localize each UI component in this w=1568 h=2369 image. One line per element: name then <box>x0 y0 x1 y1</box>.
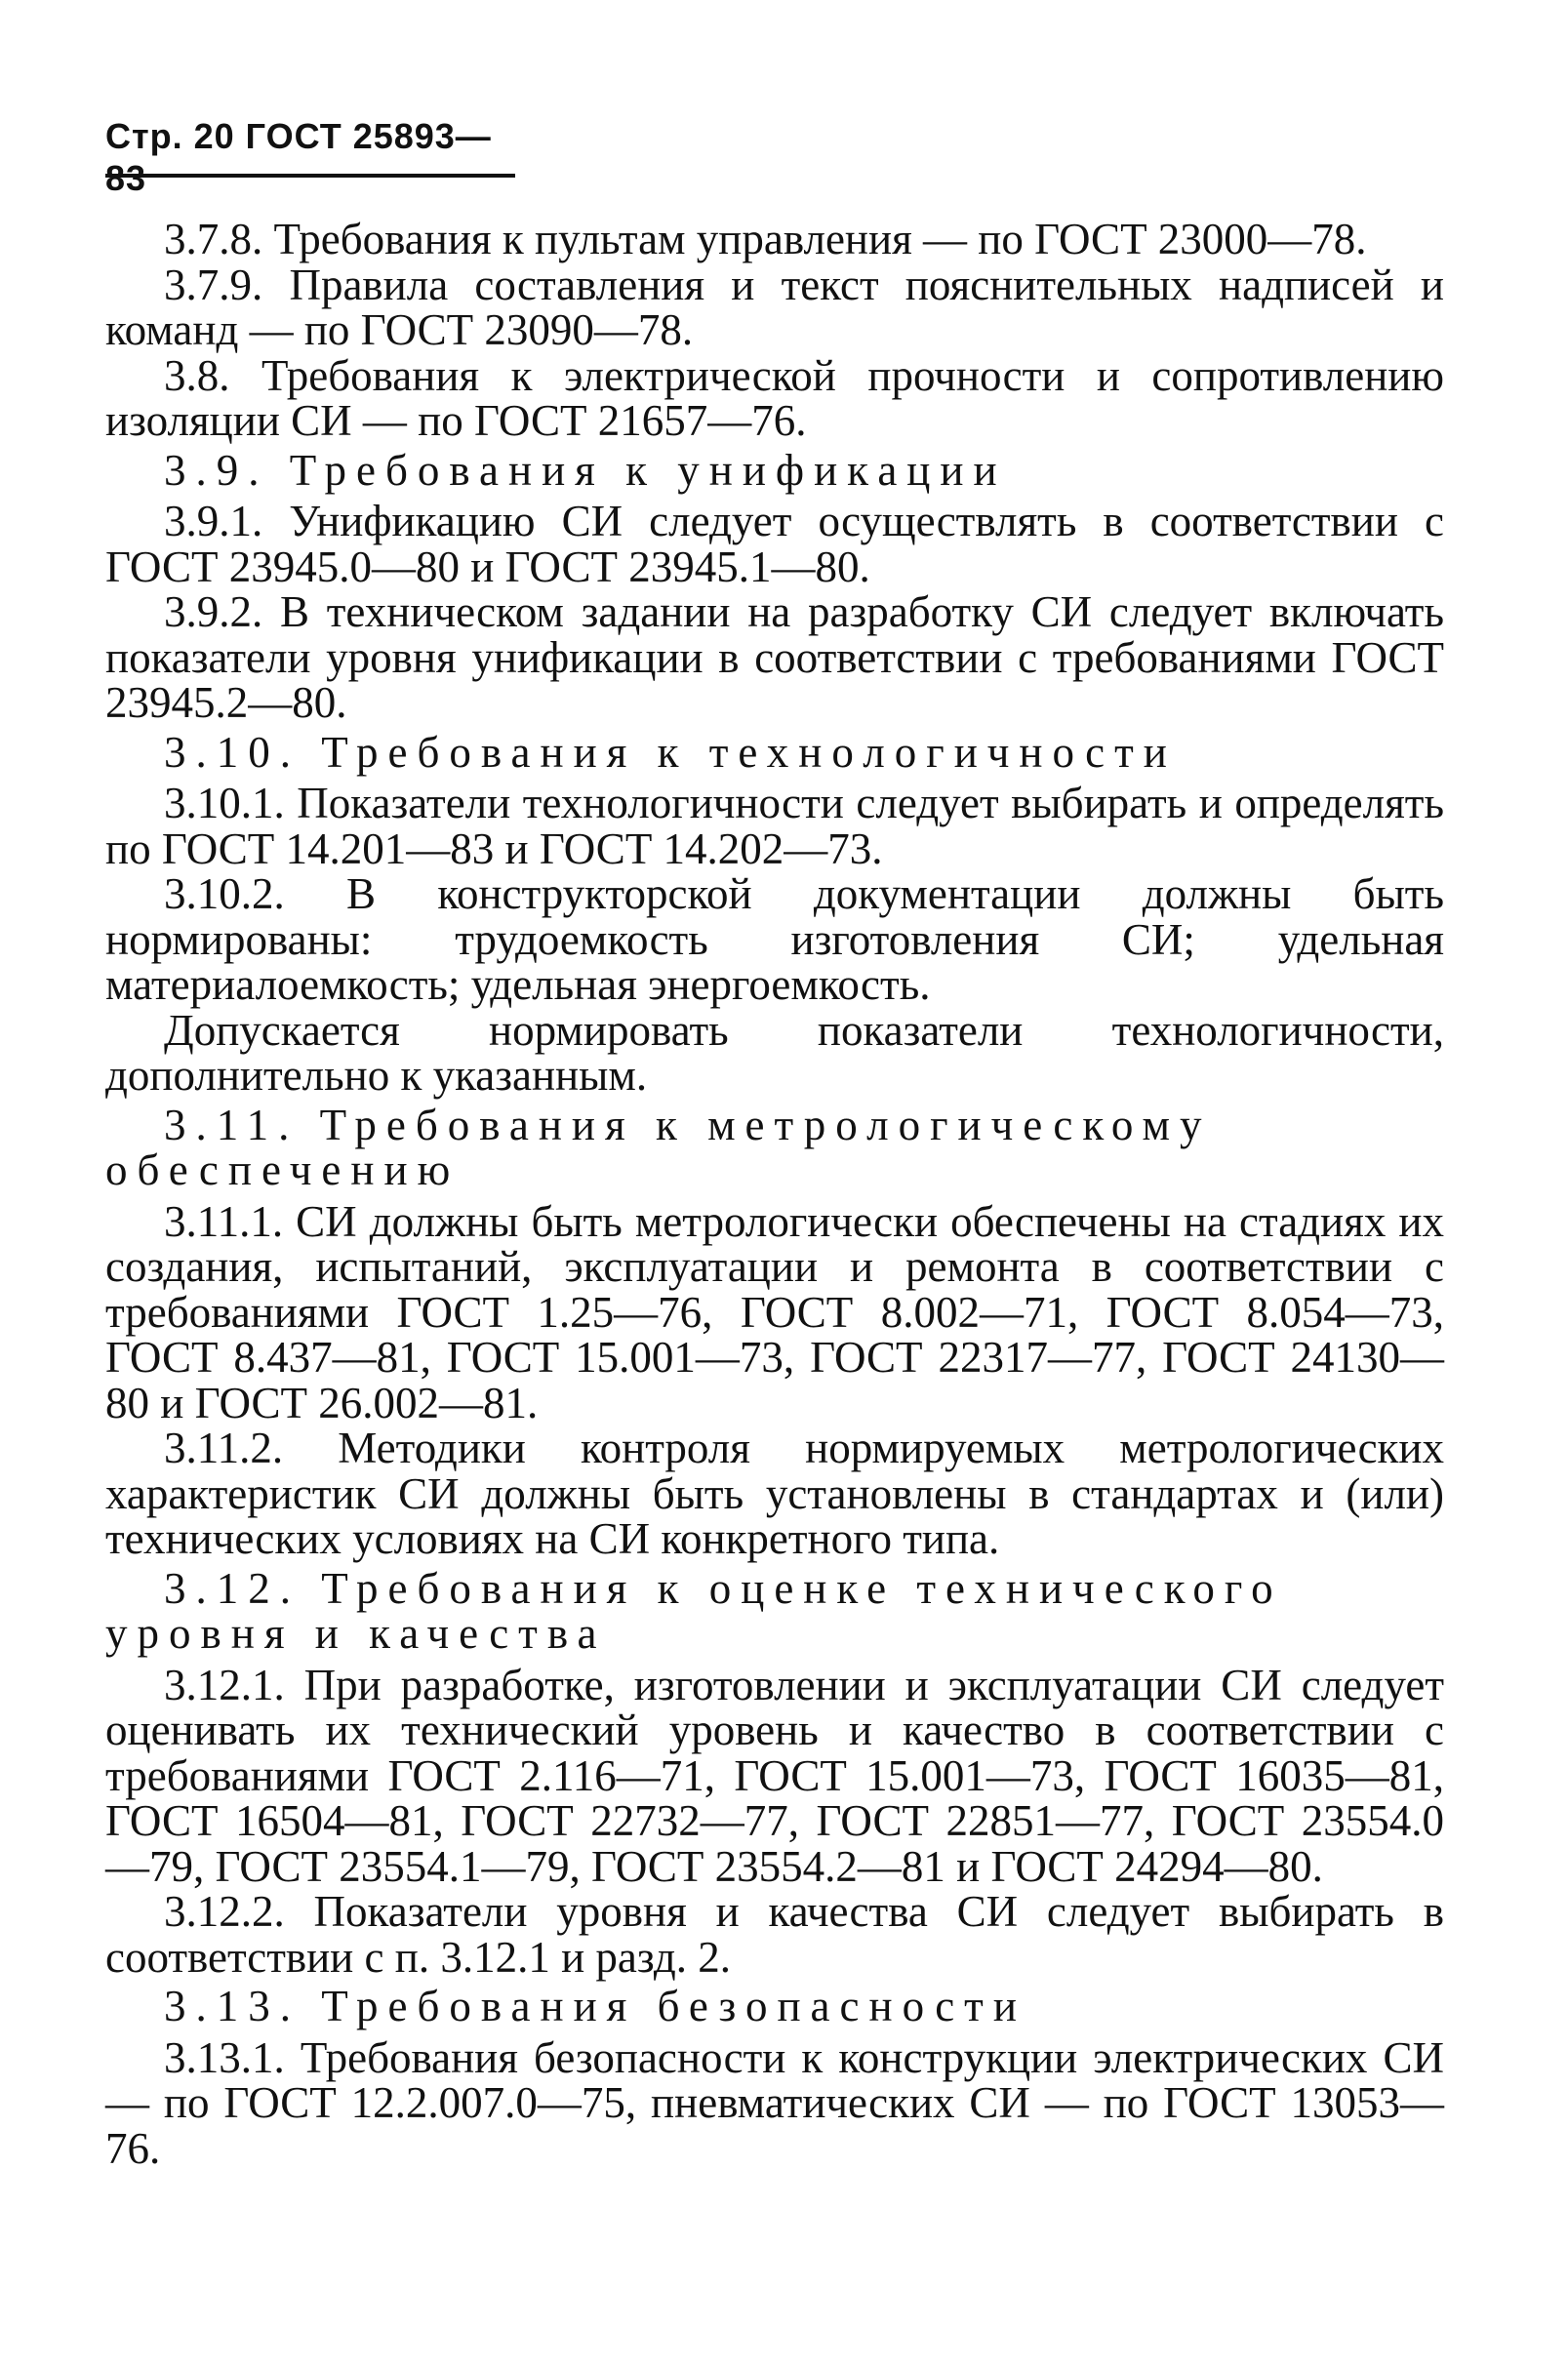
paragraph-3-7-9: 3.7.9. Правила составления и текст пояснительных надписей и команд — по ГОСТ 23090—78. <box>105 260 1444 354</box>
paragraph-3-11-1: 3.11.1. СИ должны быть метрологически обеспечены на стадиях их создания, испытаний, эксплуатации и ремонта в соответствии с требованиями ГОСТ 1.25—76, ГОСТ 8.002—71, ГОСТ 8.054—73, ГОСТ 8.437—81, ГОСТ 15.001—73, ГОСТ 22317—77, ГОСТ 24130—80 и ГОСТ 26.002—81. <box>105 1196 1444 1427</box>
section-heading-3-12: 3.12. Требования к оценке технического уровня и качества <box>105 1563 1283 1658</box>
paragraph-note: Допускается нормировать показатели технологичности, дополнительно к указанным. <box>105 1005 1444 1100</box>
page-header: Стр. 20 ГОСТ 25893—83 <box>105 116 492 199</box>
header-rule <box>105 174 515 178</box>
section-heading-3-13: 3.13. Требования безопасности <box>164 1982 1026 2030</box>
section-heading-3-10: 3.10. Требования к технологичности <box>164 727 1177 777</box>
paragraph-3-9-2: 3.9.2. В техническом задании на разработку СИ следует включать показатели уровня унификации в соответствии с требованиями ГОСТ 23945.2—80. <box>105 587 1444 727</box>
paragraph-3-11-2: 3.11.2. Методики контроля нормируемых метрологических характеристик СИ должны быть установлены в стандартах и (или) технических условиях на СИ конкретного типа. <box>105 1424 1444 1563</box>
paragraph-3-7-8: 3.7.8. Требования к пультам управления — по ГОСТ 23000—78. <box>164 215 1367 263</box>
paragraph-3-9-1: 3.9.1. Унификацию СИ следует осуществлять в соответствии с ГОСТ 23945.0—80 и ГОСТ 23945.1—80. <box>105 497 1444 591</box>
document-body <box>105 217 1444 2171</box>
section-heading-3-11: 3.11. Требования к метрологическому обеспечению <box>105 1100 1212 1194</box>
paragraph-3-13-1: 3.13.1. Требования безопасности к конструкции электрических СИ — по ГОСТ 12.2.007.0—75, пневматических СИ — по ГОСТ 13053—76. <box>105 2032 1444 2173</box>
paragraph-3-12-1: 3.12.1. При разработке, изготовлении и эксплуатации СИ следует оценивать их технический уровень и качество в соответствии с требованиями ГОСТ 2.116—71, ГОСТ 15.001—73, ГОСТ 16035—81, ГОСТ 16504—81, ГОСТ 22732—77, ГОСТ 22851—77, ГОСТ 23554.0—79, ГОСТ 23554.1—79, ГОСТ 23554.2—81 и ГОСТ 24294—80. <box>105 1660 1444 1891</box>
paragraph-3-10-2: 3.10.2. В конструкторской документации должны быть нормированы: трудоемкость изготовления СИ; удельная материалоемкость; удельная энергоемкость. <box>105 869 1444 1009</box>
paragraph-3-10-1: 3.10.1. Показатели технологичности следует выбирать и определять по ГОСТ 14.201—83 и ГОСТ 14.202—73. <box>105 779 1444 873</box>
section-heading-3-9: 3.9. Требования к унификации <box>164 445 1007 495</box>
paragraph-3-12-2: 3.12.2. Показатели уровня и качества СИ следует выбирать в соответствии с п. 3.12.1 и разд. 2. <box>105 1887 1444 1982</box>
paragraph-3-8: 3.8. Требования к электрической прочности и сопротивлению изоляции СИ — по ГОСТ 21657—76. <box>105 350 1444 445</box>
